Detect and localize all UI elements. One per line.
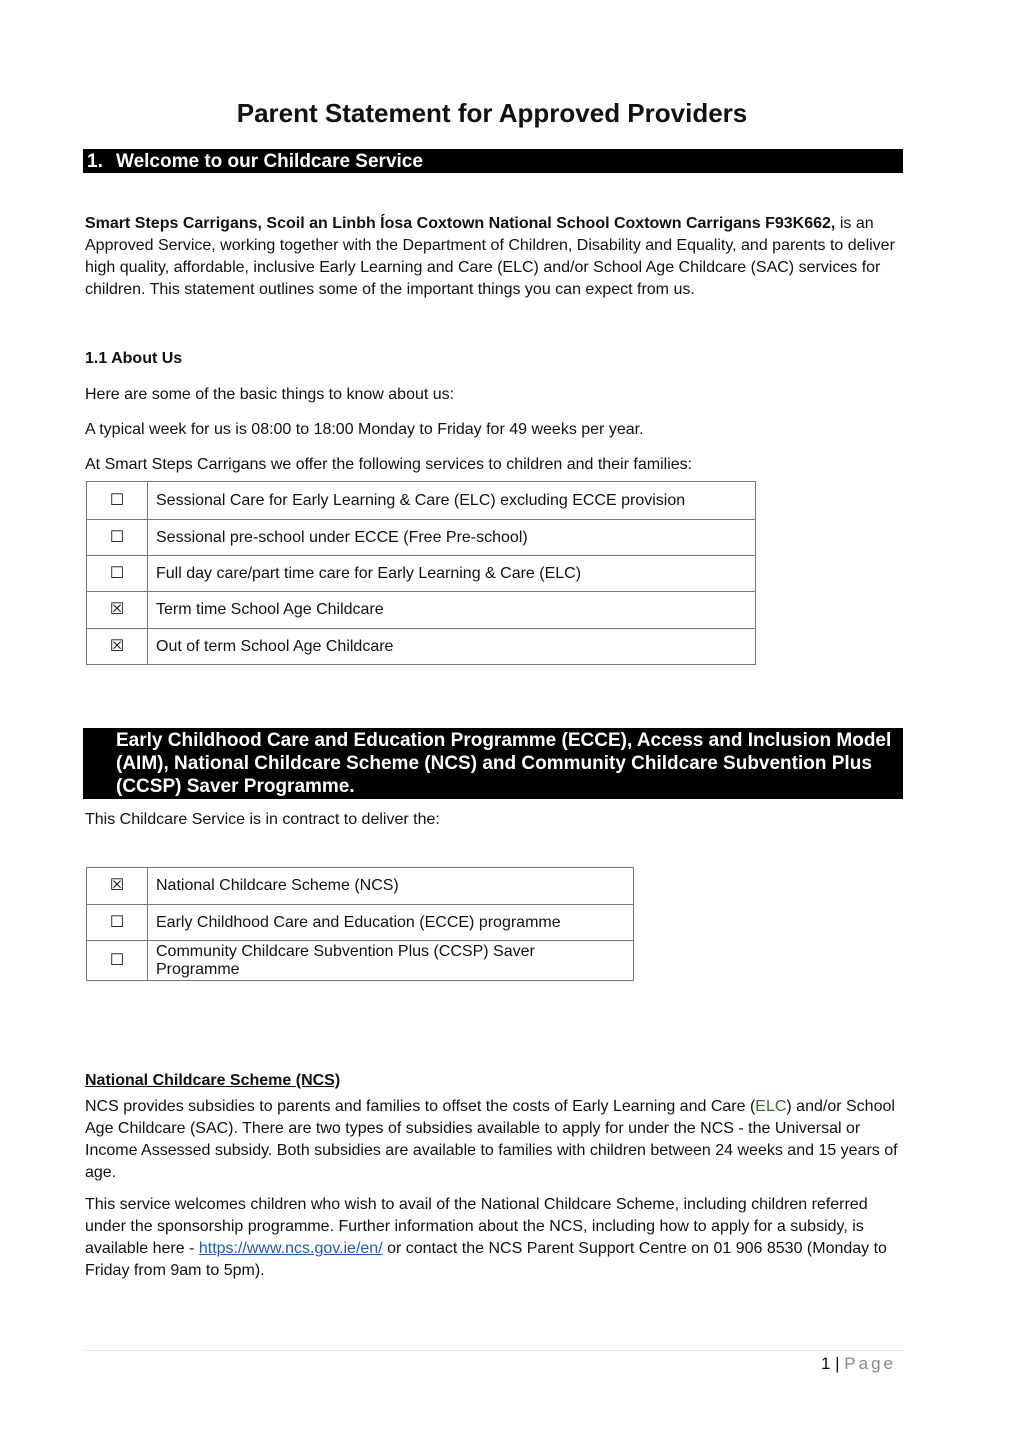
- table-row: ☐ Early Childhood Care and Education (ECCE) programme: [87, 905, 634, 941]
- checkbox[interactable]: ☒: [87, 868, 148, 905]
- checkbox[interactable]: ☐: [87, 941, 148, 981]
- about-text-3: At Smart Steps Carrigans we offer the following services to children and their families:: [85, 456, 693, 473]
- programmes-table: [86, 867, 634, 981]
- checkbox[interactable]: ☒: [87, 592, 148, 629]
- checkbox[interactable]: ☐: [87, 905, 148, 941]
- table-row: ☐ Community Childcare Subvention Plus (CCSP) Saver Programme: [87, 941, 634, 981]
- document-title: Parent Statement for Approved Providers: [236, 98, 748, 128]
- checkbox[interactable]: ☐: [87, 520, 148, 556]
- table-row: ☐ Sessional pre-school under ECCE (Free Pre-school): [87, 520, 756, 556]
- table-row: ☐ Full day care/part time care for Early Learning & Care (ELC): [87, 556, 756, 592]
- checkbox[interactable]: ☐: [87, 482, 148, 520]
- ncs-paragraph-2: This service welcomes children who wish to avail of the National Childcare Scheme, including children referred under the sponsorship programme. Further information about the NCS, including how to apply for a subsidy, is available here - https://www.ncs.gov.ie/en/ or contact the NCS Parent Support Centre on 01 906 8530 (Monday to Friday from 9am to 5pm).: [85, 1196, 887, 1279]
- ncs-heading: National Childcare Scheme (NCS): [85, 1072, 341, 1089]
- footer-divider: [83, 1350, 903, 1351]
- intro-paragraph: Smart Steps Carrigans, Scoil an Linbh Íosa Coxtown National School Coxtown Carrigans F93K662, is an Approved Service, working together with the Department of Children, Disability and Equality, and parents to deliver high quality, affordable, inclusive Early Learning and Care (ELC) and/or School Age Childcare (SAC) services for children. This statement outlines some of the important things you can expect from us.: [85, 215, 895, 298]
- table-row: ☒ Term time School Age Childcare: [87, 592, 756, 629]
- ncs-paragraph-1: NCS provides subsidies to parents and families to offset the costs of Early Learning and Care (ELC) and/or School Age Childcare (SAC). There are two types of subsidies available to apply for under the NCS - the Universal or Income Assessed subsidy. Both subsidies are available to families with children between 24 weeks and 15 years of age.: [85, 1098, 898, 1181]
- ncs-link[interactable]: https://www.ncs.gov.ie/en/: [198, 1240, 383, 1257]
- table-row: ☒ National Childcare Scheme (NCS): [87, 868, 634, 905]
- checkbox[interactable]: ☒: [87, 629, 148, 665]
- about-text-2: A typical week for us is 08:00 to 18:00 Monday to Friday for 49 weeks per year.: [85, 421, 644, 438]
- about-heading: 1.1 About Us: [85, 350, 183, 367]
- checkbox[interactable]: ☐: [87, 556, 148, 592]
- table-row: ☐ Sessional Care for Early Learning & Care (ELC) excluding ECCE provision: [87, 482, 756, 520]
- table-row: ☒ Out of term School Age Childcare: [87, 629, 756, 665]
- section-2-heading: 2. Early Childhood Care and Education Programme (ECCE), Access and Inclusion Model (AIM), National Childcare Scheme (NCS) and Community Childcare Subvention Plus (CCSP) Saver Programme.: [83, 728, 903, 799]
- section-1-heading: 1. Welcome to our Childcare Service: [83, 149, 903, 173]
- about-text-1: Here are some of the basic things to know about us:: [85, 386, 455, 403]
- section-2-intro: This Childcare Service is in contract to deliver the:: [85, 811, 440, 828]
- page-footer: 1 | Page: [820, 1354, 896, 1373]
- services-table: [86, 481, 756, 665]
